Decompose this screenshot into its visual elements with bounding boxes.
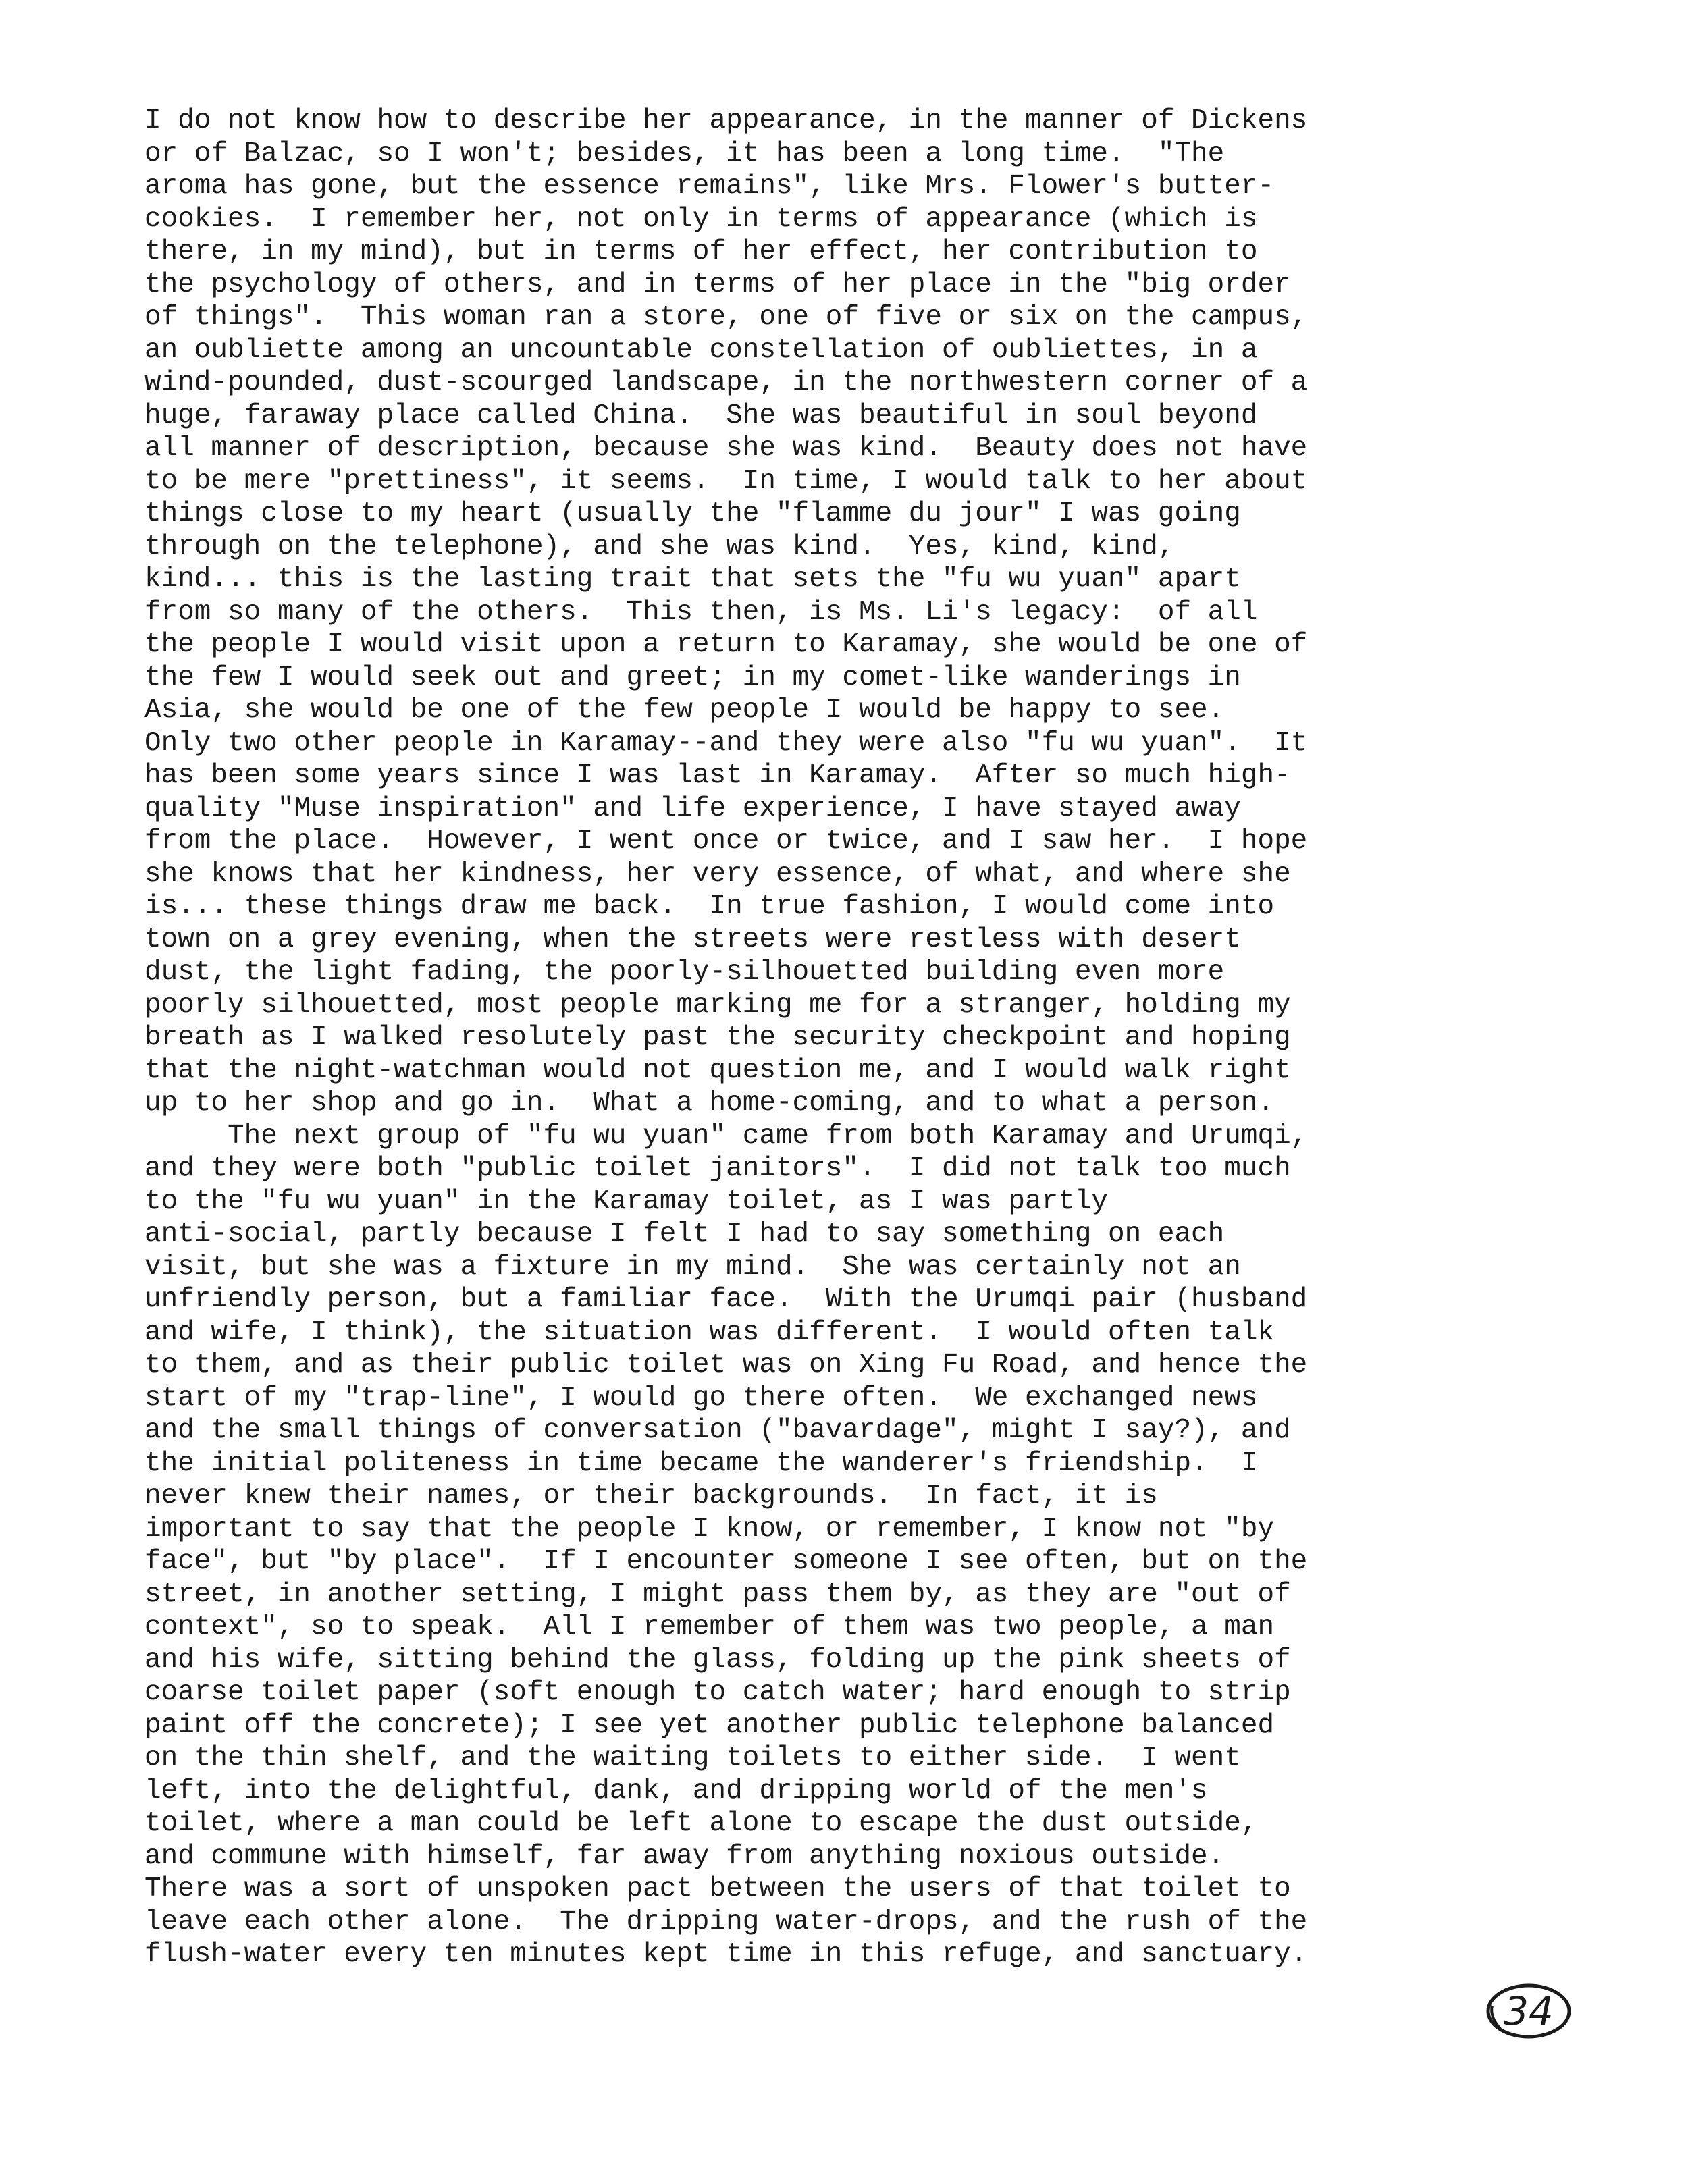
page-number-text: 34 [1504,1988,1554,2034]
text-line: through on the telephone), and she was kind. Yes, kind, kind, [144,531,1175,562]
body-text [144,105,1589,1971]
text-line: there, in my mind), but in terms of her effect, her contribution to [144,236,1258,267]
text-line: Asia, she would be one of the few people I would be happy to see. [144,695,1225,726]
text-line: Only two other people in Karamay--and they were also "fu wu yuan". It [144,727,1308,759]
text-line: street, in another setting, I might pass them by, as they are "out of [144,1578,1291,1610]
text-line: from so many of the others. This then, is Ms. Li's legacy: of all [144,596,1258,628]
text-line: breath as I walked resolutely past the security checkpoint and hoping [144,1022,1291,1053]
text-line: face", but "by place". If I encounter someone I see often, but on the [144,1546,1308,1577]
text-line: I do not know how to describe her appearance, in the manner of Dickens [144,105,1308,136]
text-line: There was a sort of unspoken pact between the users of that toilet to [144,1873,1291,1905]
page-number [1484,1981,1573,2041]
text-line: huge, faraway place called China. She was beautiful in soul beyond [144,400,1258,431]
text-line: and his wife, sitting behind the glass, folding up the pink sheets of [144,1644,1291,1676]
text-line: aroma has gone, but the essence remains", like Mrs. Flower's butter- [144,171,1275,202]
text-line: leave each other alone. The dripping water-drops, and the rush of the [144,1906,1308,1938]
text-line: and commune with himself, far away from anything noxious outside. [144,1840,1225,1872]
text-line: the initial politeness in time became the wanderer's friendship. I [144,1447,1258,1479]
text-line: visit, but she was a fixture in my mind. She was certainly not an [144,1251,1241,1283]
text-line: cookies. I remember her, not only in terms of appearance (which is [144,203,1258,235]
text-line: has been some years since I was last in Karamay. After so much high- [144,760,1291,791]
text-line: kind... this is the lasting trait that sets the "fu wu yuan" apart [144,564,1241,595]
text-line: all manner of description, because she was kind. Beauty does not have [144,433,1308,464]
text-line: important to say that the people I know, or remember, I know not "by [144,1513,1275,1545]
text-line: left, into the delightful, dank, and dripping world of the men's [144,1775,1208,1807]
text-line: that the night-watchman would not question me, and I would walk right [144,1055,1291,1086]
text-line: from the place. However, I went once or twice, and I saw her. I hope [144,826,1308,857]
text-line: coarse toilet paper (soft enough to catch water; hard enough to strip [144,1677,1291,1708]
text-line: and wife, I think), the situation was different. I would often talk [144,1316,1275,1348]
text-line: to the "fu wu yuan" in the Karamay toilet, as I was partly [144,1186,1109,1217]
text-line: context", so to speak. All I remember of them was two people, a man [144,1612,1275,1643]
text-line: she knows that her kindness, her very essence, of what, and where she [144,858,1291,890]
text-line: things close to my heart (usually the "flamme du jour" I was going [144,498,1241,529]
text-line: flush-water every ten minutes kept time in this refuge, and sanctuary. [144,1939,1308,1970]
text-line: town on a grey evening, when the streets were restless with desert [144,924,1241,955]
text-line: to them, and as their public toilet was on Xing Fu Road, and hence the [144,1350,1308,1381]
text-line: quality "Muse inspiration" and life experience, I have stayed away [144,793,1241,824]
text-line: toilet, where a man could be left alone to escape the dust outside, [144,1808,1258,1839]
text-line: start of my "trap-line", I would go there often. We exchanged news [144,1382,1258,1414]
text-line: The next group of "fu wu yuan" came from both Karamay and Urumqi, [144,1120,1308,1152]
text-line: poorly silhouetted, most people marking me for a stranger, holding my [144,989,1291,1021]
text-line: anti-social, partly because I felt I had to say something on each [144,1219,1225,1250]
text-line: and the small things of conversation ("bavardage", might I say?), and [144,1415,1291,1446]
text-line: up to her shop and go in. What a home-coming, and to what a person. [144,1088,1275,1119]
text-line: never knew their names, or their backgrounds. In fact, it is [144,1481,1158,1512]
text-line: the people I would visit upon a return to Karamay, she would be one of [144,629,1308,660]
text-line: is... these things draw me back. In true fashion, I would come into [144,891,1275,922]
text-line: on the thin shelf, and the waiting toilets to either side. I went [144,1742,1241,1774]
text-line: wind-pounded, dust-scourged landscape, in the northwestern corner of a [144,367,1308,398]
text-line: or of Balzac, so I won't; besides, it has been a long time. "The [144,138,1225,169]
text-line: and they were both "public toilet janitors". I did not talk too much [144,1153,1291,1184]
text-line: of things". This woman ran a store, one of five or six on the campus, [144,302,1308,333]
text-line: dust, the light fading, the poorly-silhouetted building even more [144,957,1225,988]
text-line: unfriendly person, but a familiar face. With the Urumqi pair (husband [144,1284,1308,1315]
text-line: to be mere "prettiness", it seems. In time, I would talk to her about [144,465,1308,497]
text-line: the psychology of others, and in terms of her place in the "big order [144,269,1291,300]
text-line: paint off the concrete); I see yet another public telephone balanced [144,1709,1275,1741]
text-line: the few I would seek out and greet; in my comet-like wanderings in [144,662,1241,693]
text-line: an oubliette among an uncountable constellation of oubliettes, in a [144,334,1258,366]
